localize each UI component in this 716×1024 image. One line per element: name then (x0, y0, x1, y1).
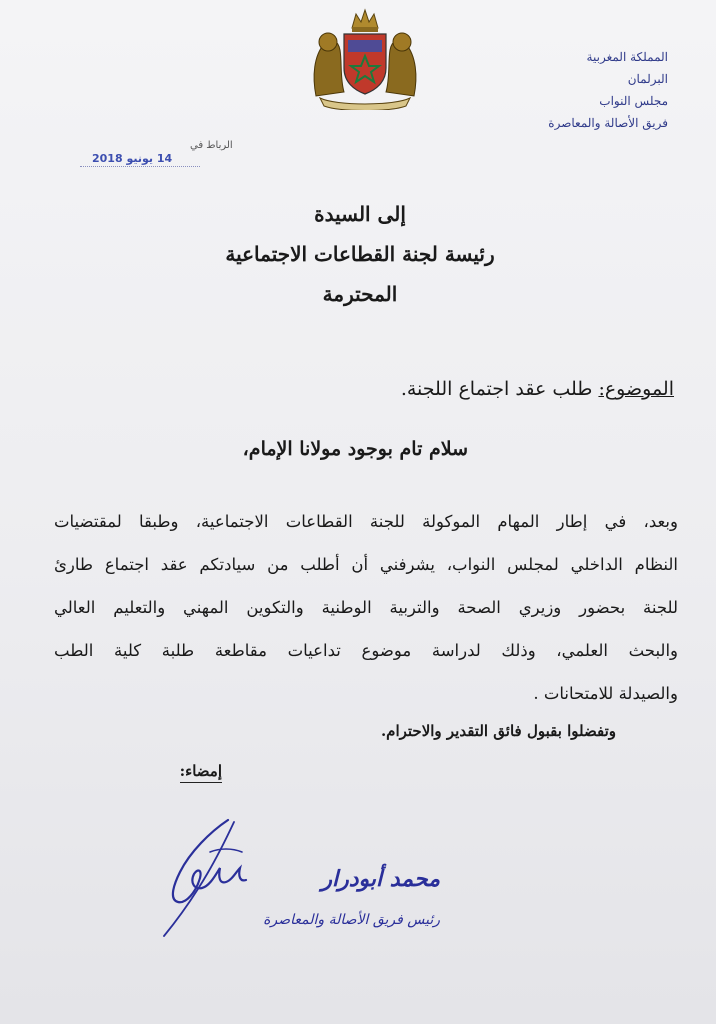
signatory-name: محمد أبودرار (321, 866, 440, 892)
letterhead-parliament: البرلمان (627, 72, 668, 86)
body-line-2: النظام الداخلي لمجلس النواب، يشرفني أن أطلب من سيادتكم عقد اجتماع طارئ (54, 555, 678, 574)
stamp-date: 14 يونيو 2018 (92, 152, 173, 165)
date-stamp (80, 140, 290, 174)
body-line-5: والصيدلة للامتحانات . (533, 684, 678, 703)
recipient-line-3: المحترمة (322, 282, 398, 306)
letterhead-kingdom: المملكة المغربية (586, 50, 668, 64)
greeting: سلام تام بوجود مولانا الإمام، (242, 438, 468, 460)
subject-text: طلب عقد اجتماع اللجنة. (400, 378, 593, 400)
stamp-underline (80, 166, 200, 167)
stamp-place: الرباط في (190, 140, 233, 151)
letter-body (54, 500, 678, 715)
recipient-line-2: رئيسة لجنة القطاعات الاجتماعية (225, 242, 495, 266)
letterhead-house: مجلس النواب (599, 94, 668, 108)
closing-line: وتفضلوا بقبول فائق التقدير والاحترام. (380, 722, 616, 740)
body-line-3: للجنة بحضور وزيري الصحة والتربية الوطنية والتكوين المهني والتعليم العالي (54, 598, 678, 617)
letterhead (468, 46, 668, 134)
body-line-4: والبحث العلمي، وذلك لدراسة موضوع تداعيات مقاطعة طلبة كلية الطب (54, 641, 678, 660)
signatory-title: رئيس فريق الأصالة والمعاصرة (263, 912, 440, 928)
subject-label: الموضوع: (598, 378, 674, 400)
letterhead-group: فريق الأصالة والمعاصرة (548, 116, 668, 130)
recipient-line-1: إلى السيدة (314, 202, 406, 226)
subject-line (401, 378, 674, 400)
signature-label: إمضاء: (180, 762, 222, 783)
recipient-block (200, 194, 520, 314)
royal-emblem-icon (306, 6, 424, 110)
body-line-1: وبعد، في إطار المهام الموكولة للجنة القطاعات الاجتماعية، وطبقا لمقتضيات (54, 512, 678, 531)
